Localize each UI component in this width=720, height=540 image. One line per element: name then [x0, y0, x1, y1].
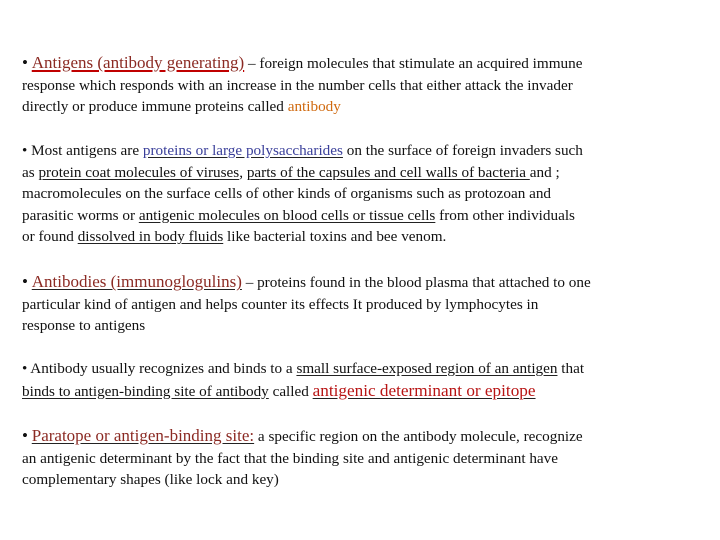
p2-line-4-pre: parasitic worms or — [22, 206, 139, 224]
p4-line-1 — [22, 358, 702, 380]
p2-line-5-pre: or found — [22, 228, 78, 246]
p4-line-2-mid: called — [268, 382, 313, 400]
paragraph-paratope — [22, 425, 702, 491]
p2-line-4 — [22, 205, 702, 227]
p3-line-1 — [22, 271, 702, 294]
p2-line-2-post: and ; — [529, 163, 560, 181]
paragraph-most-antigens — [22, 140, 702, 248]
bullet: • — [22, 272, 28, 291]
p3-line-3: response to antigens — [22, 317, 146, 335]
paratope-term: Paratope or antigen-binding site: — [31, 426, 255, 445]
bullet: • — [22, 53, 28, 72]
p3-line-1-text: – proteins found in the blood plasma that attached to one — [241, 274, 591, 291]
p5-line-3: complementary shapes (like lock and key) — [22, 471, 279, 489]
p2-line-4-post: from other individuals — [435, 206, 575, 224]
antigens-term: Antigens (antibody generating) — [31, 53, 245, 72]
proteins-polysaccharides-link: proteins or large polysaccharides — [142, 142, 343, 159]
protein-coat-phrase: protein coat molecules of viruses — [38, 163, 240, 181]
p2-line-1-pre: • Most antigens are — [22, 142, 143, 159]
surface-region-phrase: small surface-exposed region of an antigen — [296, 360, 558, 377]
p2-line-5-post: like bacterial toxins and bee venom. — [223, 228, 447, 246]
p1-line-2: response which responds with an increase in the number cells that either attack the invader — [22, 76, 573, 94]
bullet: • — [22, 426, 28, 445]
p2-line-3: macromolecules on the surface cells of other kinds of organisms such as protozoan and — [22, 185, 552, 203]
p4-line-2 — [22, 380, 702, 403]
paragraph-antigens — [22, 52, 702, 118]
antibody-body: body — [310, 98, 341, 116]
epitope-term: antigenic determinant or epitope — [312, 380, 536, 400]
p4-line-1-post: that — [557, 360, 585, 377]
p5-line-1-text: a specific region on the antibody molecule, recognize — [254, 428, 583, 445]
antigenic-molecules-phrase: antigenic molecules on blood cells or tissue cells — [138, 206, 436, 224]
antibodies-term: Antibodies (immunoglogulins) — [31, 272, 242, 291]
p1-line-3-text: directly or produce immune proteins called — [22, 98, 288, 116]
p2-line-2 — [22, 162, 702, 184]
p5-line-1 — [22, 425, 702, 448]
antibody-anti: anti — [287, 98, 311, 116]
paragraph-epitope — [22, 358, 702, 402]
p3-line-2: particular kind of antigen and helps counter its effects It produced by lymphocytes in — [22, 295, 539, 313]
p4-line-1-pre: • Antibody usually recognizes and binds to a — [22, 360, 297, 377]
p2-line-5 — [22, 226, 702, 248]
capsules-phrase: parts of the capsules and cell walls of bacteria — [246, 163, 530, 181]
p1-line-1 — [22, 52, 702, 75]
binding-site-phrase: binds to antigen-binding site of antibody — [22, 382, 269, 400]
p2-line-2-mid: , — [239, 163, 247, 181]
p2-line-1 — [22, 140, 702, 162]
p2-line-1-post: on the surface of foreign invaders such — [342, 142, 583, 159]
paragraph-antibodies — [22, 271, 702, 337]
body-fluids-phrase: dissolved in body fluids — [77, 228, 224, 246]
p5-line-2: an antigenic determinant by the fact that the binding site and antigenic determinant have — [22, 449, 559, 467]
p1-line-3 — [22, 96, 702, 118]
p1-line-1-text: – foreign molecules that stimulate an acquired immune — [244, 55, 583, 72]
p2-line-2-pre: as — [22, 163, 39, 181]
